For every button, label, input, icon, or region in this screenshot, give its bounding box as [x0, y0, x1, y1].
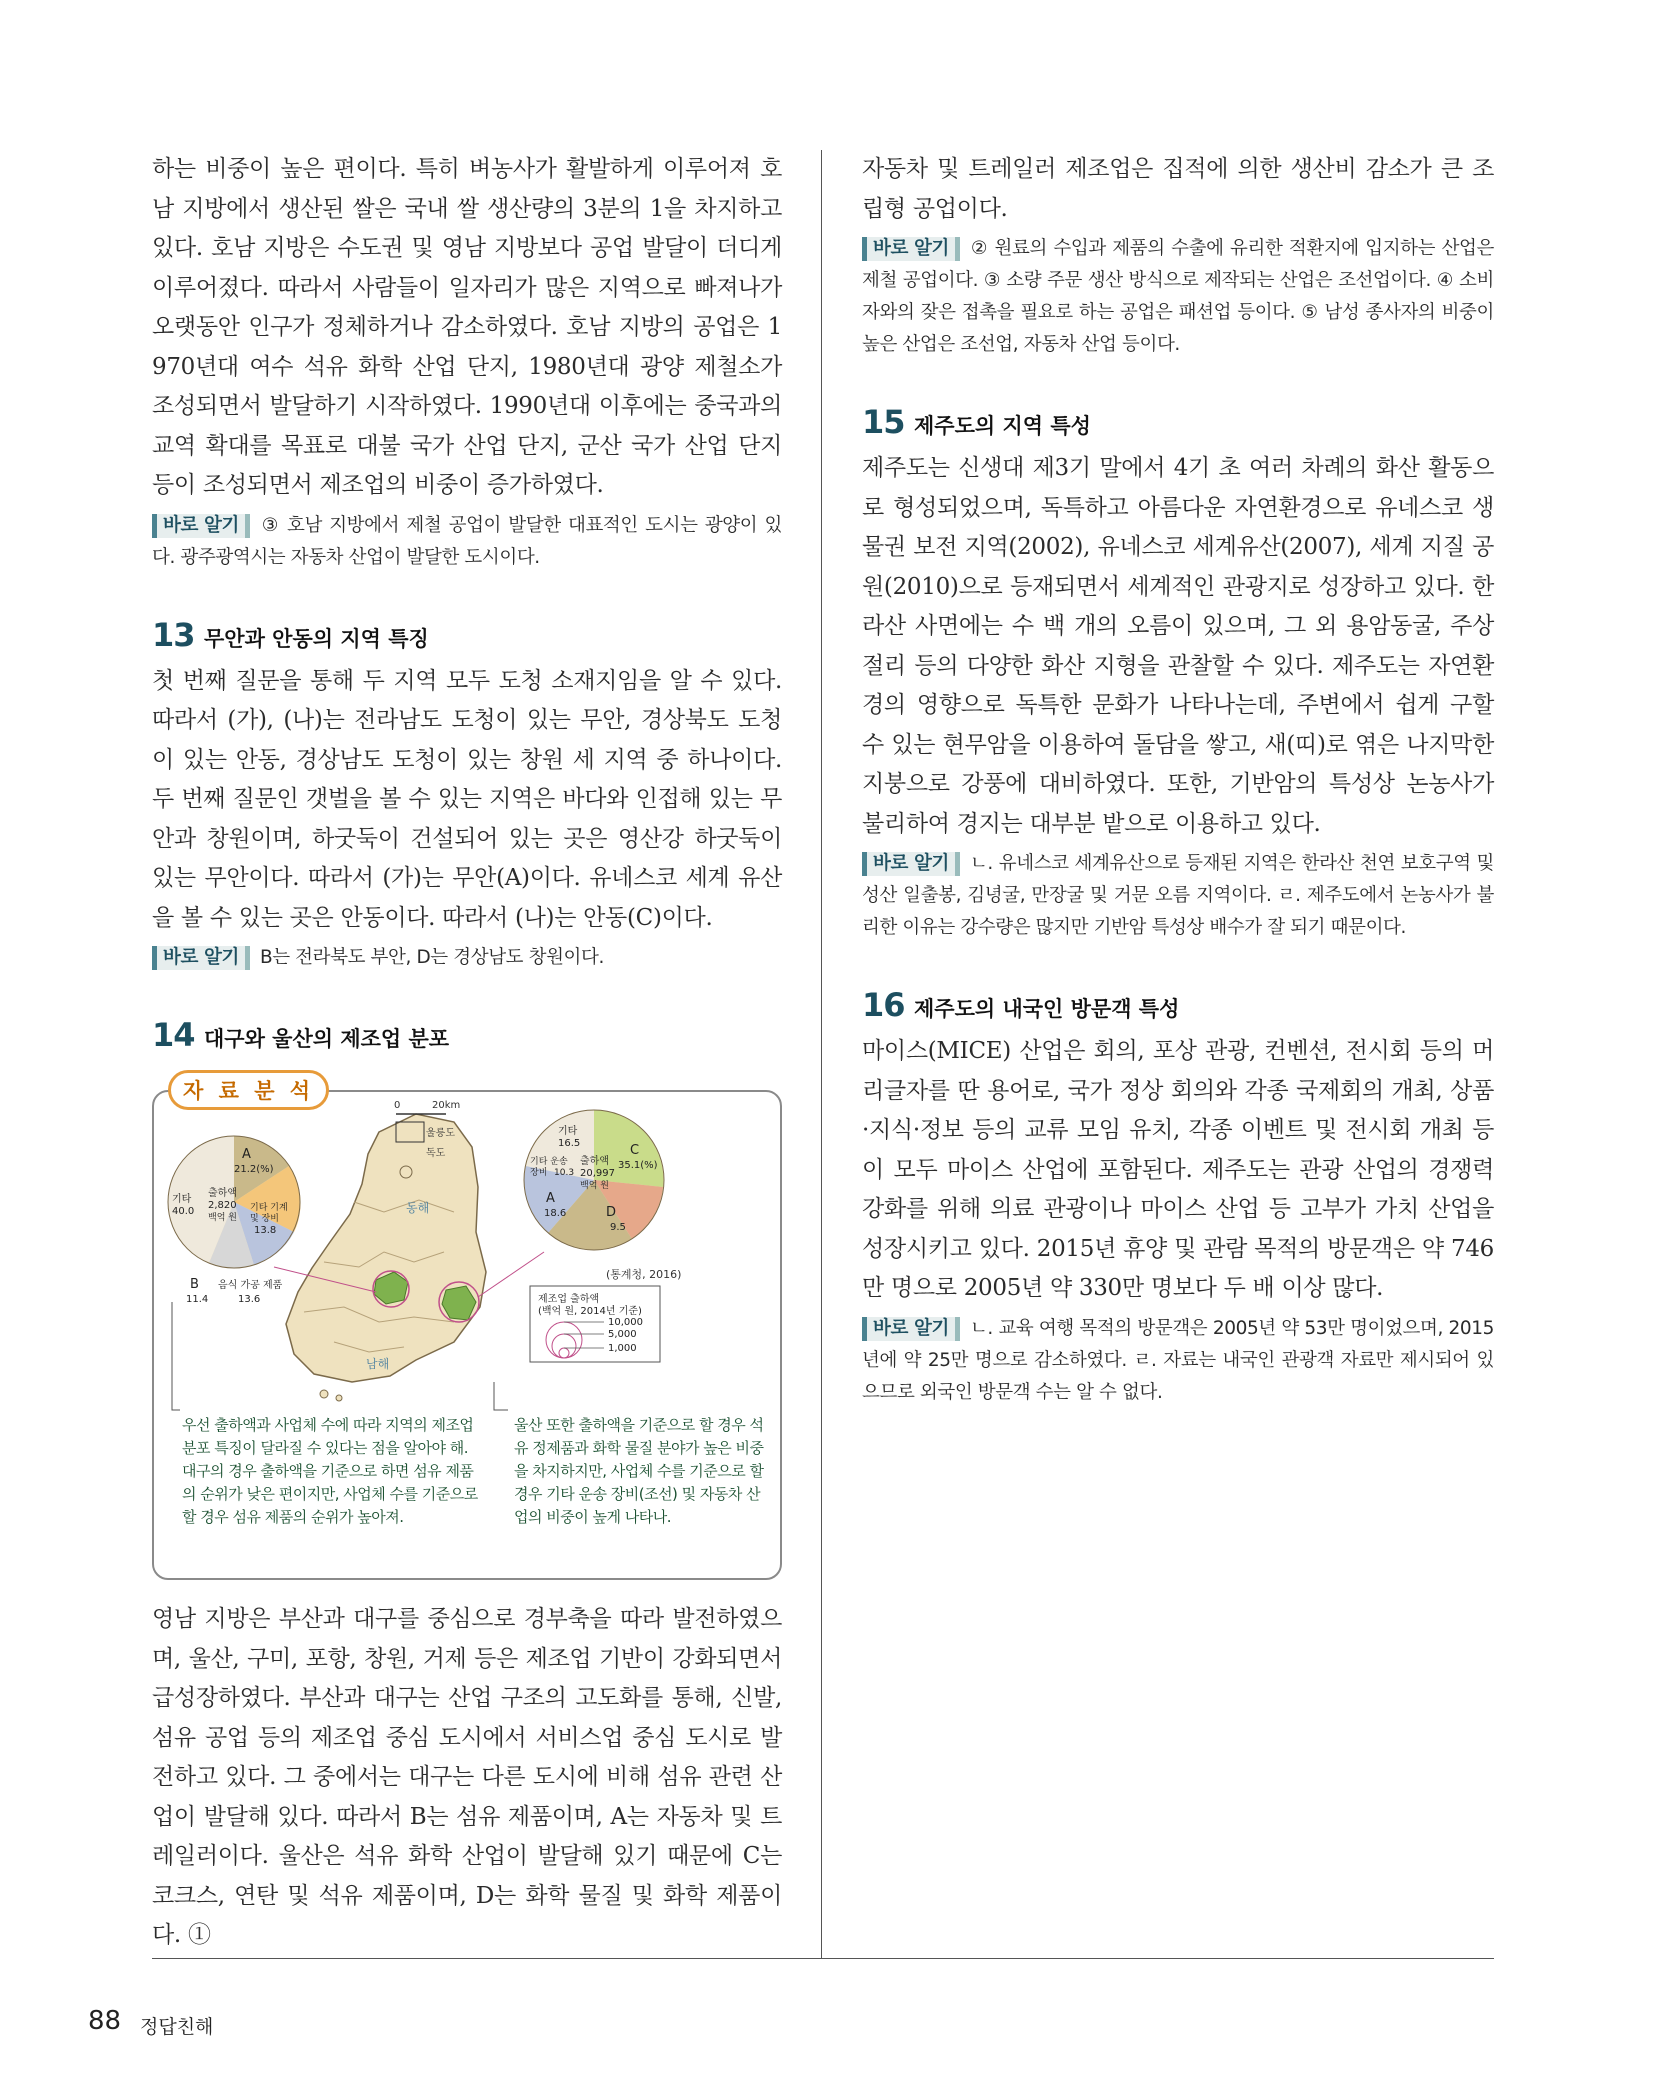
scale-value-2: 5,000: [608, 1329, 637, 1340]
section-title: 제주도의 내국인 방문객 특성: [914, 997, 1180, 1021]
ulsan-a-value: 18.6: [544, 1208, 567, 1219]
daegu-machinery-2: 및 장비: [250, 1214, 279, 1224]
daegu-gita-value: 40.0: [172, 1206, 195, 1217]
namhae-label: 남해: [366, 1357, 390, 1371]
daegu-total-unit: 백억 원: [208, 1213, 237, 1223]
daegu-a-value: 21.2(%): [234, 1164, 274, 1175]
daegu-food: 음식 가공 제품: [218, 1280, 283, 1291]
ulsan-total-unit: 백억 원: [580, 1181, 609, 1191]
km-unit: 20km: [432, 1100, 461, 1111]
daegu-a-letter: A: [242, 1147, 251, 1162]
daegu-machinery: 기타 기계: [250, 1203, 288, 1213]
ulsan-c-value: 35.1(%): [618, 1160, 658, 1171]
ulsan-transport: 기타 운송: [530, 1157, 568, 1167]
baro-tag: 바로 알기: [862, 237, 960, 261]
source-label: (통계청, 2016): [606, 1268, 682, 1281]
baro-note-13: [152, 942, 782, 974]
section-title: 무안과 안동의 지역 특징: [204, 626, 429, 651]
daegu-total-value: 2,820: [208, 1200, 237, 1211]
ulsan-transport-2: 장비: [530, 1168, 548, 1178]
section-14-paragraph: 영남 지방은 부산과 대구를 중심으로 경부축을 따라 발전하였으며, 울산, 구미, 포항, 창원, 거제 등은 제조업 기반이 강화되면서 급성장하였다. 부산과 대구는 산업 구조의 고도화를 통해, 신발, 섬유 공업 등의 제조업 중심 도시에서 서비스업 중심 도시로 발전하고 있다. 그 중에서는 대구는 다른 도시에 비해 섬유 관련 산업이 발달해 있다. 따라서 B는 섬유 제품이며, A는 자동차 및 트레일러이다. 울산은 석유 화학 산업이 발달해 있기 때문에 C는 코크스, 연탄 및 석유 제품이며, D는 화학 물질 및 화학 제품이다. ①: [152, 1606, 782, 1948]
scale-legend: [530, 1286, 660, 1362]
section-14-heading: [152, 1016, 782, 1054]
right-column: [862, 150, 1494, 1409]
baro-note-15: [862, 848, 1494, 944]
donghae-label: 동해: [406, 1201, 430, 1215]
section-13-paragraph: 첫 번째 질문을 통해 두 지역 모두 도청 소재지임을 알 수 있다. 따라서 (가), (나)는 전라남도 도청이 있는 무안, 경상북도 도청이 있는 안동, 경상남도 도청이 있는 창원 세 지역 중 하나이다. 두 번째 질문인 갯벌을 볼 수 있는 지역은 바다와 인접해 있는 무안과 창원이며, 하굿둑이 건설되어 있는 곳은 영산강 하굿둑이 있는 무안이다. 따라서 (가)는 무안(A)이다. 유네스코 세계 유산을 볼 수 있는 곳은 안동이다. 따라서 (나)는 안동(C)이다.: [152, 667, 782, 931]
left-paragraph-intro: 하는 비중이 높은 편이다. 특히 벼농사가 활발하게 이루어져 호남 지방에서 생산된 쌀은 국내 쌀 생산량의 3분의 1을 차지하고 있다. 호남 지방은 수도권 및 영남 지방보다 공업 발달이 더디게 이루어졌다. 따라서 사람들이 일자리가 많은 지역으로 빠져나가 오랫동안 인구가 정체하거나 감소하였다. 호남 지방의 공업은 1970년대 여수 석유 화학 산업 단지, 1980년대 광양 제철소가 조성되면서 발달하기 시작하였다. 1990년대 이후에는 중국과의 교역 확대를 목표로 대불 국가 산업 단지, 군산 국가 산업 단지 등이 조성되면서 제조업의 비중이 증가하였다.: [152, 156, 782, 498]
daegu-pie: [168, 1136, 301, 1305]
ulsan-total-value: 20,997: [580, 1168, 615, 1179]
ulleung-label: 울릉도: [426, 1128, 455, 1139]
daegu-gita: 기타: [172, 1194, 192, 1205]
column-divider: [821, 150, 822, 1958]
section-15-heading: [862, 403, 1494, 441]
baro-text: ③ 호남 지방에서 제철 공업이 발달한 대표적인 도시는 광양이 있다. 광주광역시는 자동차 산업이 발달한 도시이다.: [152, 514, 782, 568]
page-number: 88: [88, 2006, 122, 2036]
scale-value-1: 10,000: [608, 1317, 643, 1328]
dokdo-label: 독도: [426, 1148, 446, 1159]
right-paragraph-intro: 자동차 및 트레일러 제조업은 집적에 의한 생산비 감소가 큰 조립형 공업이다.: [862, 156, 1494, 222]
footer-rule: [152, 1958, 1494, 1959]
section-16-paragraph: 마이스(MICE) 산업은 회의, 포상 관광, 컨벤션, 전시회 등의 머리글자를 딴 용어로, 국가 정상 회의와 각종 국제회의 개최, 상품·지식·정보 등의 교류 모임 유치, 각종 이벤트 및 전시회 개최 등이 모두 마이스 산업에 포함된다. 제주도는 관광 산업의 경쟁력 강화를 위해 의료 관광이나 마이스 산업 등 고부가 가치 산업을 성장시키고 있다. 2015년 휴양 및 관람 목적의 방문객은 약 746만 명으로 2005년 약 330만 명보다 두 배 이상 많다.: [862, 1038, 1494, 1301]
section-number: 14: [152, 1016, 195, 1054]
baro-note-16: [862, 1313, 1494, 1409]
ulsan-gita-value: 16.5: [558, 1138, 581, 1149]
scale-title: 제조업 출하액: [538, 1294, 600, 1305]
baro-tag: 바로 알기: [862, 852, 960, 876]
section-13-heading: [152, 616, 782, 654]
figure-note-ulsan: 울산 또한 출하액을 기준으로 할 경우 석유 정제품과 화학 물질 분야가 높은 비중을 차지하지만, 사업체 수를 기준으로 할 경우 기타 운송 장비(조선) 및 자동차 산업의 비중이 높게 나타나.: [514, 1416, 764, 1526]
ulsan-total-label: 출하액: [580, 1156, 609, 1167]
baro-tag: 바로 알기: [152, 514, 250, 538]
ulsan-a-letter: A: [546, 1191, 555, 1206]
data-analysis-figure: [152, 1079, 782, 1580]
baro-tag: 바로 알기: [152, 946, 250, 970]
baro-text: ㄴ. 교육 여행 목적의 방문객은 2005년 약 53만 명이었으며, 2015년에 약 25만 명으로 감소하였다. ㄹ. 자료는 내국인 관광객 자료만 제시되어 있으므로 외국인 방문객 수는 알 수 없다.: [862, 1317, 1494, 1403]
section-16-heading: [862, 986, 1494, 1024]
baro-note-12: [152, 510, 782, 574]
section-number: 16: [862, 986, 905, 1024]
daegu-b-value: 11.4: [186, 1294, 209, 1305]
daegu-b-letter: B: [190, 1277, 199, 1292]
section-title: 대구와 울산의 제조업 분포: [204, 1027, 450, 1051]
baro-note-14: [862, 233, 1494, 361]
figure-note-daegu: 우선 출하액과 사업체 수에 따라 지역의 제조업 분포 특징이 달라질 수 있다는 점을 알아야 해. 대구의 경우 출하액을 기준으로 하면 섬유 제품의 순위가 낮은 편이지만, 사업체 수를 기준으로 할 경우 섬유 제품의 순위가 높아져.: [182, 1416, 478, 1526]
ulsan-pie: [524, 1110, 664, 1250]
baro-text: B는 전라북도 부안, D는 경상남도 창원이다.: [259, 947, 604, 968]
section-title: 제주도의 지역 특성: [914, 414, 1091, 438]
section-number: 13: [152, 615, 195, 654]
left-column: [152, 150, 782, 1956]
section-15-paragraph: 제주도는 신생대 제3기 말에서 4기 초 여러 차례의 화산 활동으로 형성되었으며, 독특하고 아름다운 자연환경으로 유네스코 생물권 보전 지역(2002), 유네스코 세계유산(2007), 세계 지질 공원(2010)으로 등재되면서 세계적인 관광지로 성장하고 있다. 한라산 사면에는 수 백 개의 오름이 있으며, 그 외 용암동굴, 주상 절리 등의 다양한 화산 지형을 관찰할 수 있다. 제주도는 자연환경의 영향으로 독특한 문화가 나타나는데, 주변에서 쉽게 구할 수 있는 현무암을 이용하여 돌담을 쌓고, 새(띠)로 엮은 나지막한 지붕으로 강풍에 대비하였다. 또한, 기반암의 특성상 논농사가 불리하여 경지는 대부분 밭으로 이용하고 있다.: [862, 455, 1494, 837]
baro-tag: 바로 알기: [862, 1317, 960, 1341]
ulsan-c-letter: C: [630, 1143, 640, 1158]
ulsan-d-letter: D: [606, 1205, 617, 1220]
yeongnam-map: [286, 1114, 486, 1382]
km-zero: 0: [394, 1100, 401, 1111]
section-number: 15: [862, 403, 905, 441]
baro-text: ㄴ. 유네스코 세계유산으로 등재된 지역은 한라산 천연 보호구역 및 성산 일출봉, 김녕굴, 만장굴 및 거문 오름 지역이다. ㄹ. 제주도에서 논농사가 불리한 이유는 강수량은 많지만 기반암 특성상 배수가 잘 되기 때문이다.: [862, 853, 1494, 938]
daegu-machinery-value: 13.8: [254, 1225, 277, 1236]
ulsan-transport-value: 10.3: [554, 1168, 575, 1178]
scale-subtitle: (백억 원, 2014년 기준): [538, 1306, 642, 1317]
scale-value-3: 1,000: [608, 1343, 637, 1354]
daegu-total-label: 출하액: [208, 1188, 237, 1199]
figure-label: 자 료 분 석: [168, 1070, 329, 1110]
ulsan-gita: 기타: [558, 1126, 578, 1137]
baro-text: ② 원료의 수입과 제품의 수출에 유리한 적환지에 입지하는 산업은 제철 공업이다. ③ 소량 주문 생산 방식으로 제작되는 산업은 조선업이다. ④ 소비자와의 잦은 접촉을 필요로 하는 공업은 패션업 등이다. ⑤ 남성 종사자의 비중이 높은 산업은 조선업, 자동차 산업 등이다.: [862, 238, 1494, 355]
daegu-food-value: 13.6: [238, 1294, 261, 1305]
ulsan-d-value: 9.5: [610, 1222, 626, 1233]
page-label: 정답친해: [140, 2016, 214, 2038]
